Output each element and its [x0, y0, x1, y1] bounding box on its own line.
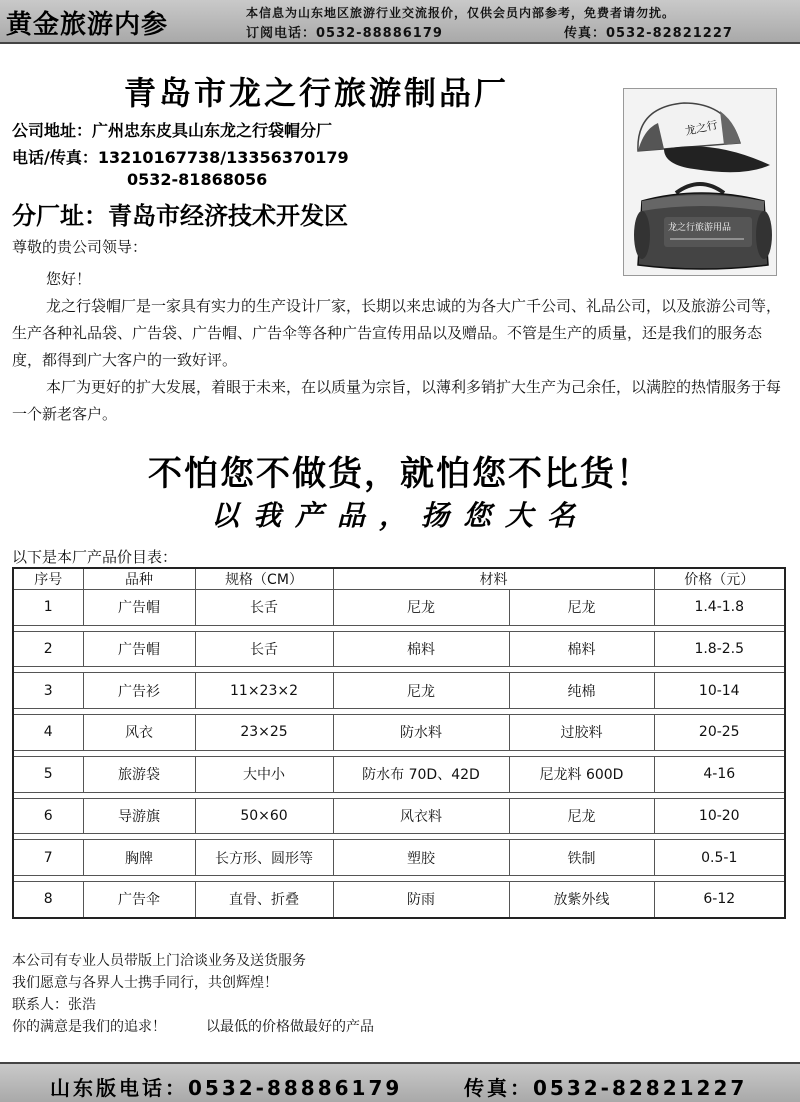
cell-spec: 直骨、折叠 — [195, 881, 333, 918]
footer-cooperation: 我们愿意与各界人士携手同行，共创辉煌！ — [12, 975, 278, 991]
product-illustration — [624, 89, 776, 275]
cell-mat2: 铁制 — [509, 840, 654, 876]
cell-mat2: 放紫外线 — [509, 881, 654, 918]
cell-mat2: 尼龙料 600D — [509, 756, 654, 792]
table-row — [13, 715, 785, 751]
cell-price: 1.4-1.8 — [654, 590, 785, 626]
footer-motto-2: 以最低的价格做最好的产品 — [206, 1019, 374, 1035]
table-intro: 以下是本厂产品价目表： — [12, 548, 178, 566]
cell-price: 4-16 — [654, 756, 785, 792]
cell-mat1: 尼龙 — [333, 673, 509, 709]
cell-no: 2 — [13, 631, 83, 667]
header-item: 品种 — [83, 568, 195, 590]
header-fax: 传真：0532-82821227 — [564, 26, 733, 41]
cell-mat1: 防水布 70D、42D — [333, 756, 509, 792]
cell-item: 胸牌 — [83, 840, 195, 876]
cell-mat2: 尼龙 — [509, 798, 654, 834]
cell-price: 10-20 — [654, 798, 785, 834]
cell-item: 导游旗 — [83, 798, 195, 834]
cell-item: 广告衫 — [83, 673, 195, 709]
footer-phone: 山东版电话：0532-88886179 — [50, 1076, 403, 1100]
cell-item: 风衣 — [83, 715, 195, 751]
subscribe-phone: 订阅电话：0532-88886179 — [246, 26, 443, 41]
table-row — [13, 840, 785, 876]
company-phone: 电话/传真：13210167738/13356370179 — [12, 148, 349, 167]
cell-mat1: 尼龙 — [333, 590, 509, 626]
cell-price: 0.5-1 — [654, 840, 785, 876]
cell-no: 8 — [13, 881, 83, 918]
product-photo — [623, 88, 777, 276]
cell-mat2: 纯棉 — [509, 673, 654, 709]
branch-address: 分厂址：青岛市经济技术开发区 — [12, 202, 348, 230]
table-row — [13, 881, 785, 918]
footer-service: 本公司有专业人员带版上门洽谈业务及送货服务 — [12, 953, 306, 969]
cell-spec: 长方形、圆形等 — [195, 840, 333, 876]
cell-no: 1 — [13, 590, 83, 626]
cell-spec: 长舌 — [195, 590, 333, 626]
header-no: 序号 — [13, 568, 83, 590]
footer-bar — [0, 1062, 800, 1102]
cell-mat1: 防水料 — [333, 715, 509, 751]
header-material: 材料 — [333, 568, 654, 590]
cap-image — [638, 103, 770, 172]
bag-image — [634, 184, 772, 269]
cell-no: 5 — [13, 756, 83, 792]
cell-price: 1.8-2.5 — [654, 631, 785, 667]
cell-price: 20-25 — [654, 715, 785, 751]
cell-mat1: 塑胶 — [333, 840, 509, 876]
cell-item: 广告伞 — [83, 881, 195, 918]
letter-greeting: 您好！ — [46, 270, 92, 288]
cell-spec: 大中小 — [195, 756, 333, 792]
cell-price: 10-14 — [654, 673, 785, 709]
cell-mat1: 防雨 — [333, 881, 509, 918]
table-body — [13, 590, 785, 919]
cell-mat2: 棉料 — [509, 631, 654, 667]
cell-mat1: 风衣料 — [333, 798, 509, 834]
cell-item: 广告帽 — [83, 590, 195, 626]
table-row — [13, 798, 785, 834]
table-row — [13, 631, 785, 667]
header-notice: 本信息为山东地区旅游行业交流报价，仅供会员内部参考，免费者请勿扰。 — [246, 6, 676, 20]
table-row — [13, 673, 785, 709]
header-bar — [0, 0, 800, 44]
cell-no: 3 — [13, 673, 83, 709]
letter-body — [12, 266, 790, 428]
cell-no: 6 — [13, 798, 83, 834]
cell-mat2: 尼龙 — [509, 590, 654, 626]
cell-item: 广告帽 — [83, 631, 195, 667]
cell-no: 4 — [13, 715, 83, 751]
company-phone-2: 0532-81868056 — [127, 170, 268, 189]
footer-contact: 联系人：张浩 — [12, 997, 96, 1013]
letter-paragraph-1: 龙之行袋帽厂是一家具有实力的生产设计厂家，长期以来忠诚的为各大广千公司、礼品公司，以及旅游公司等，生产各种礼品袋、广告袋、广告帽、广告伞等各种广告宣传用品以及赠品。不管是生产的质量，还是我们的服务态度，都得到广大客户的一致好评。 — [12, 297, 782, 369]
header-contact — [246, 22, 733, 41]
table-row — [13, 590, 785, 626]
cell-price: 6-12 — [654, 881, 785, 918]
footer-motto-row — [12, 1016, 374, 1038]
cell-spec: 11×23×2 — [195, 673, 333, 709]
cap-logo-text: 龙之行 — [683, 118, 719, 138]
cell-mat1: 棉料 — [333, 631, 509, 667]
cell-mat2: 过胶料 — [509, 715, 654, 751]
table-row — [13, 756, 785, 792]
slogan-sub: 以我产品，扬您大名 — [210, 499, 589, 532]
cell-no: 7 — [13, 840, 83, 876]
table-header-row — [13, 568, 785, 590]
cell-item: 旅游袋 — [83, 756, 195, 792]
letter-paragraph-2: 本厂为更好的扩大发展，着眼于未来，在以质量为宗旨，以薄利多销扩大生产为己余任，以满腔的热情服务于每一个新老客户。 — [12, 378, 782, 423]
company-address: 公司地址：广州忠东皮具山东龙之行袋帽分厂 — [12, 121, 333, 140]
cell-spec: 50×60 — [195, 798, 333, 834]
header-spec: 规格（CM） — [195, 568, 333, 590]
cell-spec: 23×25 — [195, 715, 333, 751]
publication-title: 黄金旅游内参 — [6, 10, 169, 40]
company-name: 青岛市龙之行旅游制品厂 — [124, 74, 510, 112]
cell-spec: 长舌 — [195, 631, 333, 667]
footer-fax: 传真：0532-82821227 — [464, 1076, 748, 1100]
salutation: 尊敬的贵公司领导： — [12, 238, 148, 256]
header-price: 价格（元） — [654, 568, 785, 590]
bag-logo-text: 龙之行旅游用品 — [668, 223, 732, 233]
footer-text — [12, 950, 374, 1038]
price-table — [12, 567, 786, 919]
footer-motto: 你的满意是我们的追求！ — [12, 1019, 166, 1035]
slogan-main: 不怕您不做货，就怕您不比货！ — [148, 454, 652, 494]
